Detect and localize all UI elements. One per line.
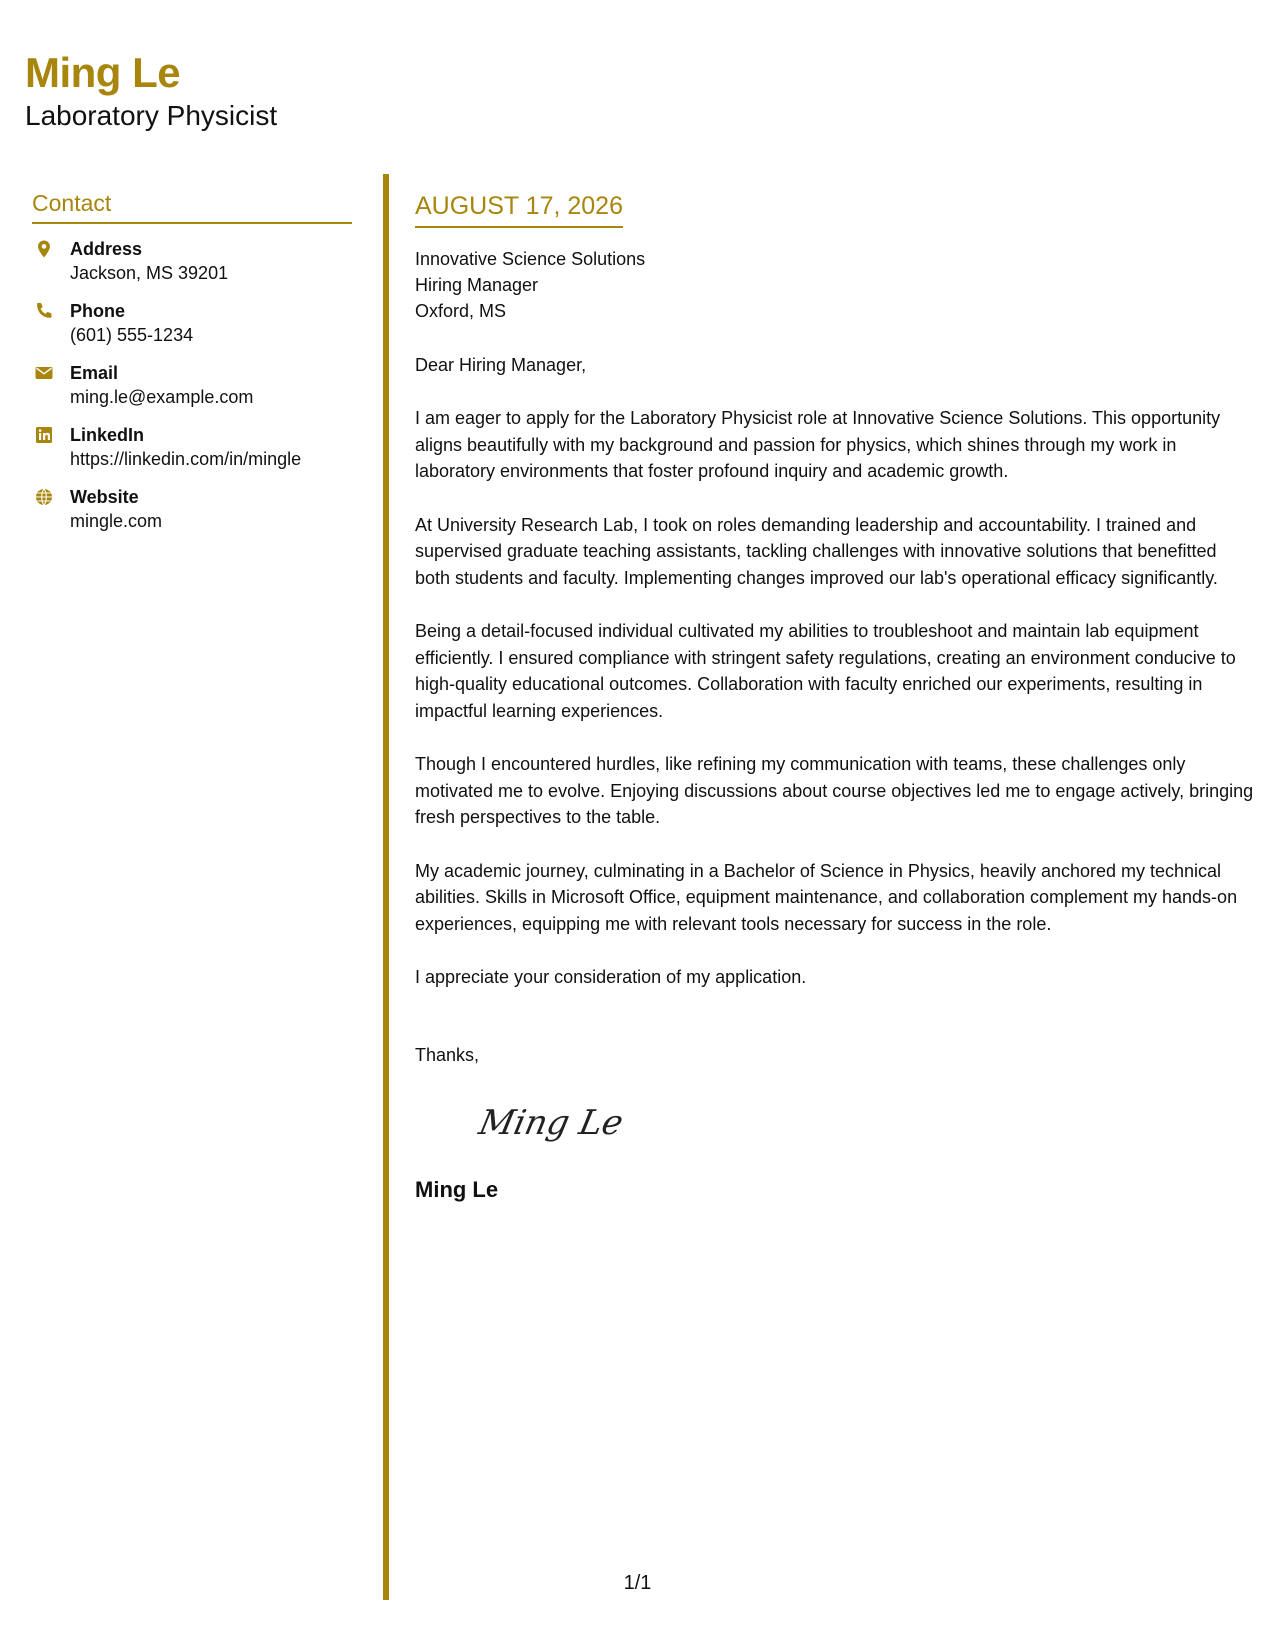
contact-phone [32,299,352,348]
signoff: Thanks, [415,1045,480,1065]
contact-label: Address [70,239,143,259]
contact-value: Jackson, MS 39201 [70,263,229,283]
contact-label: LinkedIn [70,425,145,445]
contact-label: Phone [70,301,126,321]
contact-value: https://linkedin.com/in/mingle [70,449,302,469]
body-paragraph: Though I encountered hurdles, like refining my communication with teams, these challenges only motivated me to evolve. Enjoying discussions about course objectives led me to engage actively, bringing fresh perspectives to the table. [415,754,1254,827]
contact-value: (601) 555-1234 [70,325,194,345]
contact-website [32,485,352,534]
contact-label: Email [70,363,119,383]
recipient-location: Oxford, MS [415,301,507,321]
closing-line: I appreciate your consideration of my application. [415,967,807,987]
body-paragraph: I am eager to apply for the Laboratory Physicist role at Innovative Science Solutions. This opportunity aligns beautifully with my background and passion for physics, which shines through my work in laboratory environments that foster profound inquiry and academic growth. [415,408,1221,481]
recipient-block [415,246,1255,324]
applicant-name: Ming Le [25,49,181,96]
vertical-divider [383,174,389,1600]
body-paragraph: Being a detail-focused individual cultivated my abilities to troubleshoot and maintain lab equipment efficiently. I ensured compliance with stringent safety regulations, creating an environment conducive to high-quality educational outcomes. Collaboration with faculty enriched our experiments, resulting in impactful learning experiences. [415,621,1236,721]
applicant-title: Laboratory Physicist [25,100,278,131]
handwritten-signature [475,1098,1255,1148]
salutation: Dear Hiring Manager, [415,355,587,375]
contact-linkedin [32,423,352,472]
letter-date: AUGUST 17, 2026 [415,190,623,228]
contact-value: mingle.com [70,511,163,531]
body-paragraph: At University Research Lab, I took on roles demanding leadership and accountability. I trained and supervised graduate teaching assistants, tackling challenges with innovative solutions that benefitted both students and faculty. Implementing changes improved our lab's operational efficacy significantly. [415,514,1218,588]
page-number: 1/1 [623,1572,652,1594]
svg-text:Ming Le: Ming Le [475,1103,627,1143]
contact-label: Website [70,487,139,507]
letter-body [415,190,1255,1204]
contact-email [32,361,352,410]
linkedin-icon [34,425,54,445]
contact-value: ming.le@example.com [70,387,254,407]
recipient-role: Hiring Manager [415,275,539,295]
signer-name: Ming Le [415,1177,499,1202]
globe-icon [34,487,54,507]
contact-address [32,237,352,286]
contact-sidebar [32,188,352,534]
contact-heading: Contact [32,188,352,224]
map-pin-icon [34,239,54,259]
envelope-icon [34,363,54,383]
body-paragraph: My academic journey, culminating in a Bachelor of Science in Physics, heavily anchored my technical abilities. Skills in Microsoft Office, equipment maintenance, and collaboration complement my hands-on experiences, equipping me with relevant tools necessary for success in the role. [415,860,1238,934]
phone-icon [34,301,54,321]
recipient-company: Innovative Science Solutions [415,249,646,269]
